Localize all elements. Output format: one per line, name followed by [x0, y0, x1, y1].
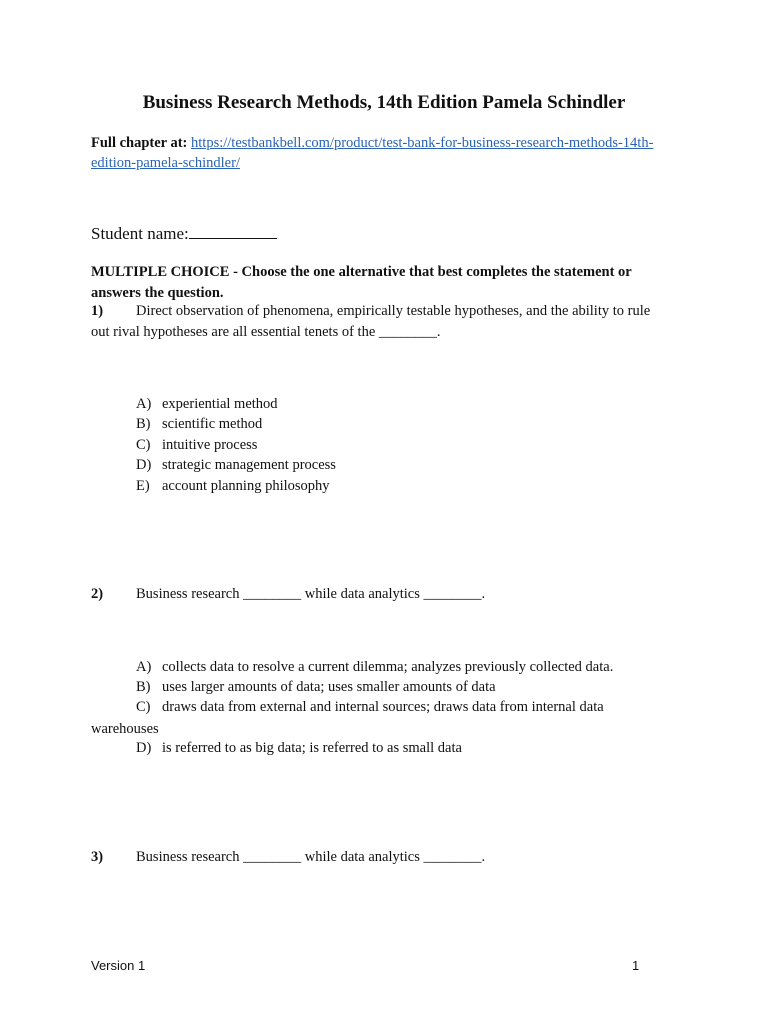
question-2-option-b[interactable]: B) uses larger amounts of data; uses smaller amounts of data [136, 679, 496, 695]
question-1-number: 1) [91, 303, 104, 319]
question-3-line-1: Business research ________ while data analytics ________. [136, 849, 486, 865]
question-2-option-a[interactable]: A) collects data to resolve a current dilemma; analyzes previously collected data. [136, 659, 614, 675]
question-1-option-e[interactable]: E) account planning philosophy [136, 478, 330, 494]
question-2-line-1: Business research ________ while data analytics ________. [136, 586, 486, 602]
page-title: Business Research Methods, 14th Edition Pamela Schindler [142, 92, 626, 113]
question-1-line-2: out rival hypotheses are all essential tenets of the ________. [91, 324, 441, 340]
student-name-blank[interactable] [189, 224, 277, 239]
instructions [91, 262, 632, 304]
chapter-link[interactable]: https://testbankbell.com/product/test-bank-for-business-research-methods-14th- edition-pamela-schindler/ [91, 135, 654, 171]
question-2-number: 2) [91, 586, 104, 602]
instructions-line-1: MULTIPLE CHOICE - Choose the one alternative that best completes the statement or [91, 264, 632, 280]
instructions-line-2: answers the question. [91, 285, 224, 301]
student-name-label: Student name: [91, 224, 189, 243]
chapter-label: Full chapter at: [91, 135, 188, 151]
question-2-option-c-wrap: warehouses [91, 721, 159, 737]
question-1-line-1: Direct observation of phenomena, empirically testable hypotheses, and the ability to rule [136, 303, 651, 319]
question-2-option-d[interactable]: D) is referred to as big data; is referred to as small data [136, 740, 462, 756]
chapter-link-block [91, 133, 653, 173]
student-name-field [91, 224, 277, 244]
question-1-option-c[interactable]: C) intuitive process [136, 437, 258, 453]
question-1-option-b[interactable]: B) scientific method [136, 416, 263, 432]
question-2-option-c[interactable]: C) draws data from external and internal sources; draws data from internal data [136, 699, 604, 715]
question-3-number: 3) [91, 849, 104, 865]
question-1-option-d[interactable]: D) strategic management process [136, 457, 336, 473]
question-1-option-a[interactable]: A) experiential method [136, 396, 278, 412]
footer-page-number: 1 [632, 958, 640, 973]
footer-version: Version 1 [91, 958, 146, 973]
